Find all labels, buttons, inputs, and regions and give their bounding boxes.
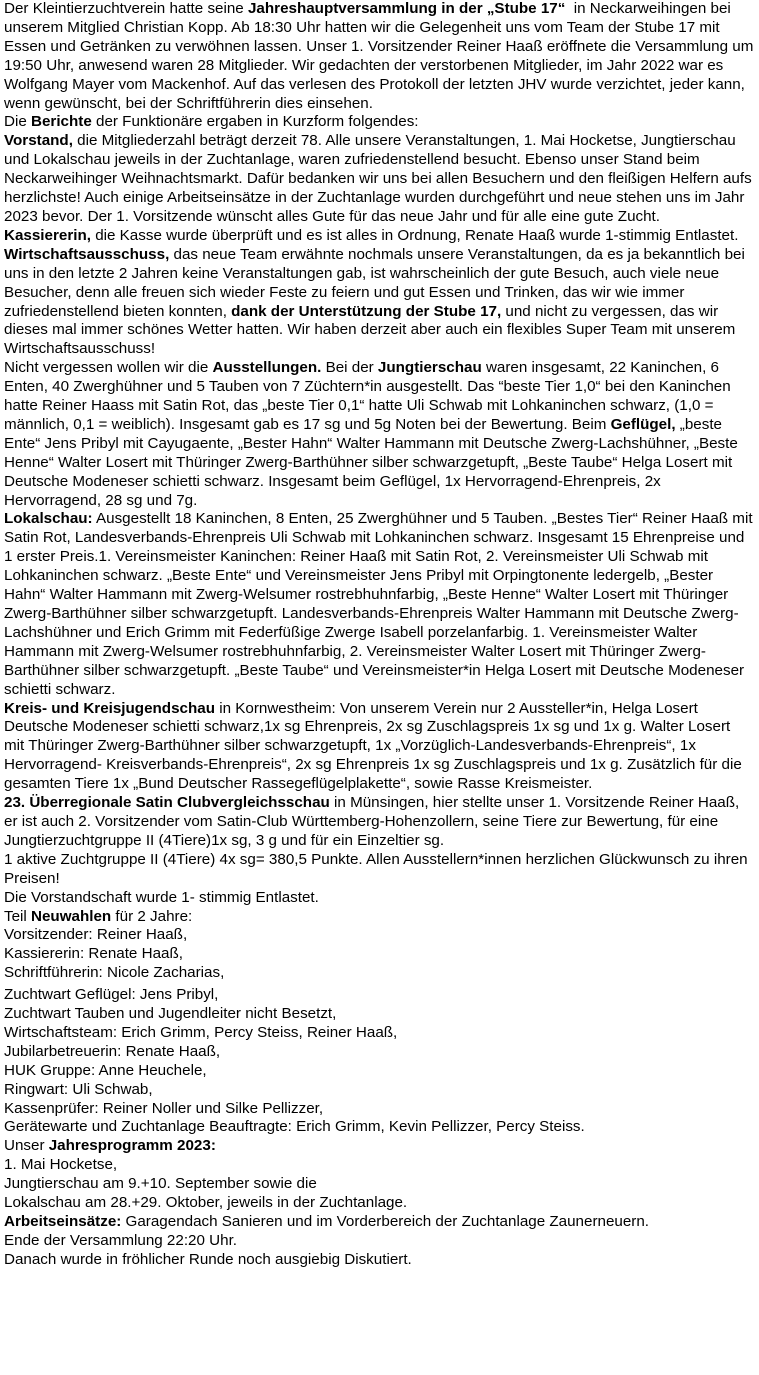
text-run: „beste Ente“ Jens Pribyl mit Cayugaente, „Bester Hahn“ Walter Hammann mit Deutsche Zwerg-Lachshühner, „Beste Henne“ Walter Losert mit Thüringer Zwerg-Barthühner silber schwarzgetupft, „Beste Taube“ Helga Losert mit Deutsche Modeneser schietti schwarz. Insgesamt beim Geflügel, 1x Hervorragend-Ehrenpreis, 2x Hervorragend, 28 sg und 7g. xyxy=(4,415,743,509)
bold-text-run: Lokalschau: xyxy=(4,510,93,528)
text-run: das neue Team erwähnte nochmals unsere Veranstaltungen, da es ja bekanntlich bei uns in den letzte 2 Jahren keine Veranstaltungen gab, ist wahrscheinlich der gute Besuch, auch viele neue Besucher, denn alle freuen sich wieder Feste zu feiern und gut Essen und Trinken, das wir wie immer zufriedenstellend bieten konnten, xyxy=(4,245,750,320)
list-line: Zuchtwart Geflügel: Jens Pribyl, xyxy=(4,986,219,1004)
text-run: in Münsingen, hier stellte unser 1. Vorsitzende Reiner Haaß, er ist auch 2. Vorsitzender vom Satin-Club Württemberg-Hohenzollern, seine Tiere zur Bewertung, für eine Jungtierzuchtgruppe II (4Tiere)1x sg, 3 g und für ein Einzeltier sg. xyxy=(4,794,744,849)
bold-text-run: Geflügel, xyxy=(610,415,676,433)
bold-text-run: dank der Unterstützung der Stube 17, xyxy=(231,302,502,320)
neuwahlen-heading xyxy=(4,908,754,927)
text-run: in Kornwestheim: Von unserem Verein nur 2 Aussteller*in, Helga Losert Deutsche Modeneser schietti schwarz,1x sg Ehrenpreis, 2x sg Zuschlagspreis 1x sg und 1x g. Walter Losert mit Thüringer Zwerg-Barthühner silber schwarzgetupft, 1x „Vorzüglich-Landesverbands-Ehrenpreis“, 1x Hervorragend- Kreisverbands-Ehrenpreis“, 2x sg Ehrenpreis 1x sg Zuschlagspreis und 1x g. Zusätzlich für die gesamten Tiere 1x „Bund Deutscher Rassegeflügelplakette“, sowie Rasse Kreismeister. xyxy=(4,699,747,793)
text-run: Teil xyxy=(4,907,32,925)
bold-text-run: Neuwahlen xyxy=(31,907,112,925)
bold-text-run: Wirtschaftsausschuss, xyxy=(4,245,170,263)
text-run: für 2 Jahre: xyxy=(111,907,193,925)
intro-paragraph xyxy=(4,0,758,113)
satin-clubschau-paragraph xyxy=(4,794,754,851)
list-line: Gerätewarte und Zuchtanlage Beauftragte: Erich Grimm, Kevin Pellizzer, Percy Steiss. xyxy=(4,1118,585,1136)
entlastung-line: Die Vorstandschaft wurde 1- stimmig Entlastet. xyxy=(4,888,319,906)
list-line: Vorsitzender: Reiner Haaß, xyxy=(4,926,188,944)
jahresprogramm-list xyxy=(4,1156,754,1213)
kassiererin-paragraph xyxy=(4,227,754,246)
ende-line: Ende der Versammlung 22:20 Uhr. xyxy=(4,1231,238,1249)
list-line: Jungtierschau am 9.+10. September sowie die xyxy=(4,1175,317,1193)
text-run: und nicht zu vergessen, das wir dieses mal immer schönes Wetter hatten. Wir haben derzeit aber auch ein flexibles Super Team mit unserem Wirtschaftsausschuss! xyxy=(4,302,740,358)
text-run: Die xyxy=(4,113,32,131)
jahresprogramm-heading xyxy=(4,1137,754,1156)
list-line: 1. Mai Hocketse, xyxy=(4,1156,118,1174)
list-line: Schriftführerin: Nicole Zacharias, xyxy=(4,964,225,982)
bold-text-run: Kassiererin, xyxy=(4,226,91,244)
bold-text-run: Vorstand, xyxy=(4,132,73,150)
berichte-intro xyxy=(4,113,754,132)
list-line: HUK Gruppe: Anne Heuchele, xyxy=(4,1061,207,1079)
text-run: die Mitgliederzahl beträgt derzeit 78. Alle unsere Veranstaltungen, 1. Mai Hocketse, Jungtierschau und Lokalschau jeweils in der Zuchtanlage, waren zufriedenstellend besucht. Ebenso unser Stand beim Neckarweihinger Weihnachtsmarkt. Dafür bedanken wir uns bei allen Besuchern und den fleißigen Helfern aufs herzlichste! Auch einige Arbeitseinsätze in der Zuchtanlage wurden durchgeführt und neue stehen uns im Jahr 2023 bevor. Der 1. Vorsitzende wünscht alles Gute für das neue Jahr und für alle eine gute Zucht. xyxy=(4,132,756,225)
bold-text-run: Jungtierschau xyxy=(377,359,482,377)
wirtschaftsausschuss-paragraph xyxy=(4,246,754,359)
bold-text-run: Jahreshauptversammlung in der „Stube 17“ xyxy=(247,0,566,17)
wahl-list-b xyxy=(4,986,754,1137)
list-line: Wirtschaftsteam: Erich Grimm, Percy Steiss, Reiner Haaß, xyxy=(4,1023,398,1041)
text-run: Bei der xyxy=(321,359,378,377)
bold-text-run: Arbeitseinsätze: xyxy=(4,1213,122,1230)
vorstand-paragraph xyxy=(4,132,754,227)
text-run: Der Kleintierzuchtverein hatte seine xyxy=(4,0,248,17)
document-body xyxy=(4,0,758,1270)
text-run: Ausgestellt 18 Kaninchen, 8 Enten, 25 Zwerghühner und 5 Tauben. „Bestes Tier“ Reiner Haaß mit Satin Rot, Landesverbands-Ehrenpreis Uli Schwab mit Lohkaninchen schwarz. Insgesamt 15 Ehrenpreise und 1 erster Preis.1. Vereinsmeister Kaninchen: Reiner Haaß mit Satin Rot, 2. Vereinsmeister Uli Schwab mit Lohkaninchen schwarz. „Beste Ente“ und Vereinsmeister Jens Pribyl mit Orpingtonente ledergelb, „Bester Hahn“ Walter Hammann mit Zwerg-Welsumer rostrebhuhnfarbig, „Beste Henne“ Walter Losert mit Thüringer Zwerg-Barthühner silber schwarzgetupft. Landesverbands-Ehrenpreis Walter Hammann mit Deutsche Zwerg-Lachshühner und Erich Grimm mit Federfüßige Zwerge Isabell porzelanfarbig. 1. Vereinsmeister Walter Hammann mit Zwerg-Welsumer rostrebhuhnfarbig, 2. Vereinsmeister Walter Losert mit Thüringer Zwerg-Barthühner silber schwarzgetupft. „Beste Taube“ und Vereinsmeister*in Helga Losert mit Deutsche Modeneser schietti schwarz. xyxy=(4,510,757,698)
list-line: Lokalschau am 28.+29. Oktober, jeweils in der Zuchtanlage. xyxy=(4,1194,408,1212)
text-run: der Funktionäre ergaben in Kurzform folgendes: xyxy=(91,113,419,131)
list-line: Zuchtwart Tauben und Jugendleiter nicht Besetzt, xyxy=(4,1005,337,1023)
list-line: Kassenprüfer: Reiner Noller und Silke Pellizzer, xyxy=(4,1099,324,1117)
bold-text-run: 23. Überregionale Satin Clubvergleichsschau xyxy=(4,794,330,812)
wahl-list-a xyxy=(4,926,754,983)
text-run: Unser xyxy=(4,1137,49,1155)
bold-text-run: Berichte xyxy=(31,113,92,131)
satin-clubschau-result: 1 aktive Zuchtgruppe II (4Tiere) 4x sg= 380,5 Punkte. Allen Ausstellern*innen herzlichen Glückwunsch zu ihren Preisen! xyxy=(4,850,752,887)
bold-text-run: Ausstellungen. xyxy=(212,359,322,377)
text-run: Garagendach Sanieren und im Vorderbereich der Zuchtanlage Zaunerneuern. xyxy=(121,1213,650,1230)
ausstellungen-paragraph xyxy=(4,359,754,510)
text-run: in Neckarweihingen bei unserem Mitglied Christian Kopp. Ab 18:30 Uhr hatten wir die Gelegenheit uns vom Team der Stube 17 mit Essen und Getränken zu verwöhnen lassen. Unser 1. Vorsitzender Reiner Haaß eröffnete die Versammlung um 19:50 Uhr, anwesend waren 28 Mitglieder. Wir gedachten der verstorbenen Mitglieder, im Jahr 2022 war es Wolfgang Mayer vom Mackenhof. Auf das verlesen des Protokoll der letzten JHV wurde verzichtet, jeder kann, wenn gewünscht, bei der Schriftführerin dies einsehen. xyxy=(4,0,758,112)
list-line: Kassiererin: Renate Haaß, xyxy=(4,945,183,963)
text-run: die Kasse wurde überprüft und es ist alles in Ordnung, Renate Haaß wurde 1-stimmig Entlastet. xyxy=(90,226,739,244)
list-line: Ringwart: Uli Schwab, xyxy=(4,1080,153,1098)
text-run: Nicht vergessen wollen wir die xyxy=(4,359,213,377)
arbeitseinsaetze-line xyxy=(4,1213,754,1232)
bold-text-run: Kreis- und Kreisjugendschau xyxy=(4,699,215,717)
lokalschau-paragraph xyxy=(4,510,757,699)
kreisschau-paragraph xyxy=(4,700,754,795)
list-line: Jubilarbetreuerin: Renate Haaß, xyxy=(4,1042,221,1060)
schluss-line: Danach wurde in fröhlicher Runde noch ausgiebig Diskutiert. xyxy=(4,1250,412,1268)
bold-text-run: Jahresprogramm 2023: xyxy=(48,1137,216,1155)
text-run: waren insgesamt, 22 Kaninchen, 6 Enten, 40 Zwerghühner und 5 Tauben von 7 Züchtern*in ausgestellt. Das “beste Tier 1,0“ bei den Kaninchen hatte Reiner Haass mit Satin Rot, das „beste Tier 0,1“ hatte Uli Schwab mit Lohkaninchen schwarz, (1,0 = männlich, 0,1 = weiblich). Insgesamt gab es 17 sg und 5g Noten bei der Bewertung. Beim xyxy=(4,359,735,433)
